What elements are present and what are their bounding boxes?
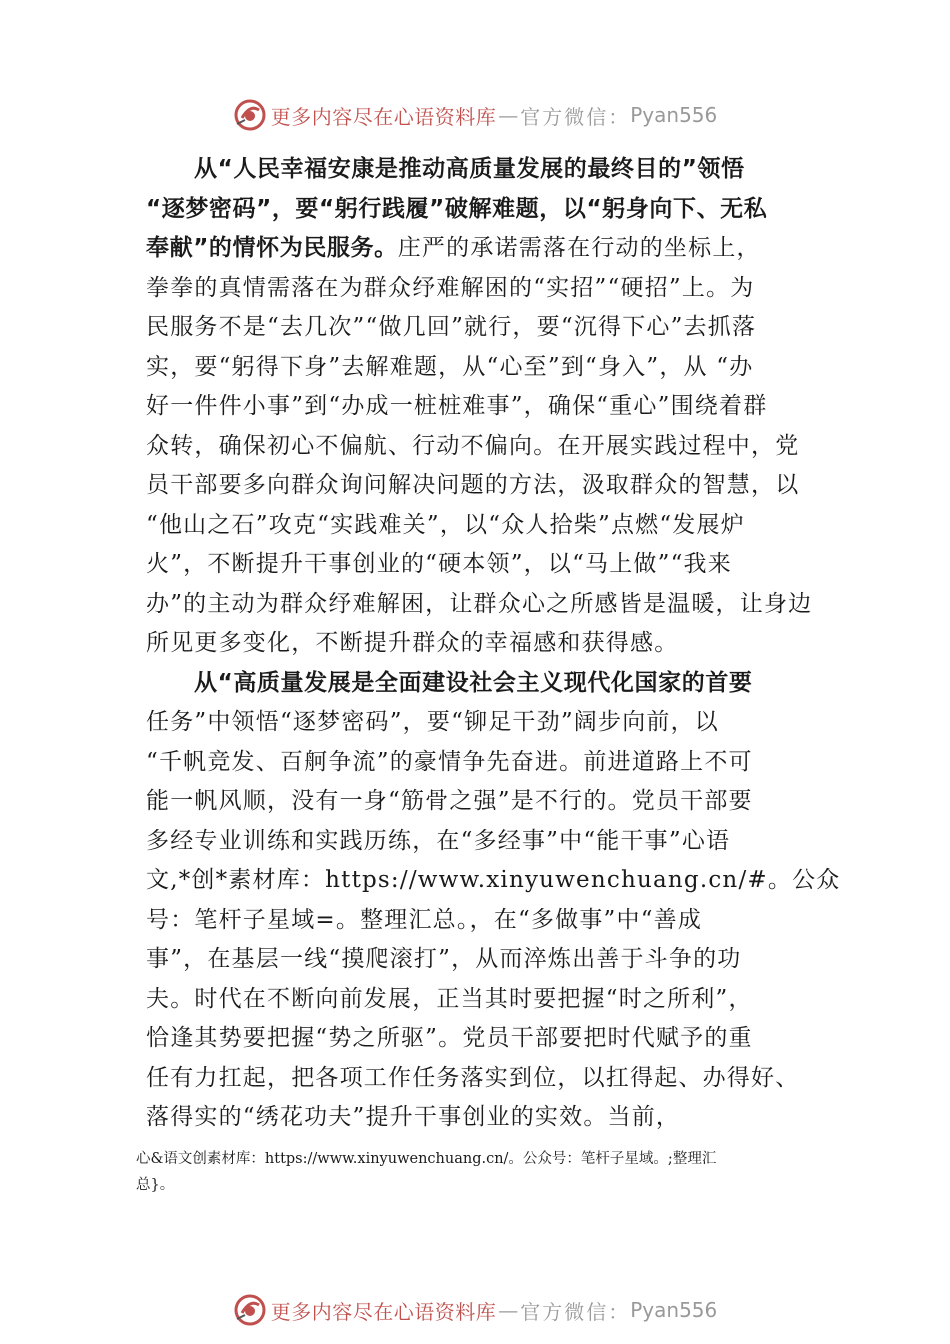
header-banner-separator: — (498, 103, 519, 127)
paragraph-line: 员干部要多向群众询问解决问题的方法，汲取群众的智慧，以 (146, 472, 800, 498)
paragraph-line: 多经专业训练和实践历练，在“多经事”中“能干事”心语 (146, 827, 731, 854)
paragraph-line: 火”，不断提升干事创业的“硬本领”，以“马上做”“我来 (146, 551, 732, 577)
paragraph-line: 众转，确保初心不偏航、行动不偏向。在开展实践过程中，党 (146, 432, 800, 459)
paragraph-line: 号：笔杆子星域=。整理汇总。，在“多做事”中“善成 (146, 906, 703, 933)
paragraph-line-bold: 奉献”的情怀为民服务。 (146, 235, 398, 261)
header-wechat-id: Pyan556 (630, 103, 718, 127)
document-body (146, 150, 841, 1138)
paragraph-line: 好一件件小事”到“办成一桩桩难事”，确保“重心”围绕着群 (146, 393, 768, 419)
xinyu-logo-icon (233, 1293, 267, 1327)
paragraph-line: 任务”中领悟“逐梦密码”，要“铆足干劲”阔步向前，以 (146, 709, 719, 735)
paragraph-line: 民服务不是“去几次”“做几回”就行，要“沉得下心”去抓落 (146, 314, 757, 340)
paragraph-line: 文,*创*素材库：https://www.xinyuwenchuang.cn/#。公众 (146, 867, 841, 893)
footer-wechat-label: 官方微信： (520, 1299, 631, 1324)
paragraph-line: 从“人民幸福安康是推动高质量发展的最终目的”领悟 (194, 156, 745, 182)
paragraph-line: 拳拳的真情需落在为群众纾难解困的“实招”“硬招”上。为 (146, 274, 755, 301)
footer-wechat-id: Pyan556 (630, 1298, 718, 1322)
paragraph-line: 实，要“躬得下身”去解难题，从“心至”到“身入”，从 “办 (146, 353, 754, 380)
footer-banner-text: 更多内容尽在心语资料库 (270, 1299, 497, 1324)
paragraph-line-regular: 庄严的承诺需落在行动的坐标上， (397, 235, 761, 261)
paragraph-line: 恰逢其势要把握“势之所驱”。党员干部要把时代赋予的重 (146, 1025, 753, 1051)
header-banner (0, 95, 950, 135)
paragraph-line (146, 229, 826, 269)
paragraph-line: “他山之石”攻克“实践难关”，以“众人拾柴”点燃“发展炉 (146, 511, 745, 538)
paragraph-line: 能一帆风顺，没有一身“筋骨之强”是不行的。党员干部要 (146, 788, 753, 814)
paragraph-line: “逐梦密码”，要“躬行践履”破解难题，以“躬身向下、无私 (146, 195, 768, 222)
paragraph-line: 从“高质量发展是全面建设社会主义现代化国家的首要 (194, 669, 753, 696)
footnote (136, 1146, 816, 1198)
paragraph-line: 落得实的“绣花功夫”提升干事创业的实效。当前， (146, 1104, 681, 1130)
footer-banner-separator: — (498, 1298, 519, 1322)
header-wechat-label: 官方微信： (520, 104, 631, 129)
footer-banner (0, 1290, 950, 1330)
header-banner-text: 更多内容尽在心语资料库 (270, 104, 497, 129)
paragraph-line: “千帆竞发、百舸争流”的豪情争先奋进。前进道路上不可 (146, 748, 753, 775)
footnote-line: 总}。 (136, 1177, 175, 1193)
paragraph-line: 办”的主动为群众纾难解困，让群众心之所感皆是温暖，让身边 (146, 590, 813, 617)
paragraph-line: 事”，在基层一线“摸爬滚打”，从而淬炼出善于斗争的功 (146, 946, 742, 972)
paragraph-line: 夫。时代在不断向前发展，正当其时要把握“时之所利”， (146, 985, 753, 1012)
footnote-line: 心&语文创素材库：https://www.xinyuwenchuang.cn/。公众号：笔杆子星域。;整理汇 (136, 1151, 717, 1167)
paragraph-line: 所见更多变化，不断提升群众的幸福感和获得感。 (146, 630, 679, 656)
paragraph-line: 任有力扛起，把各项工作任务落实到位，以扛得起、办得好、 (146, 1064, 800, 1091)
xinyu-logo-icon (233, 98, 267, 132)
